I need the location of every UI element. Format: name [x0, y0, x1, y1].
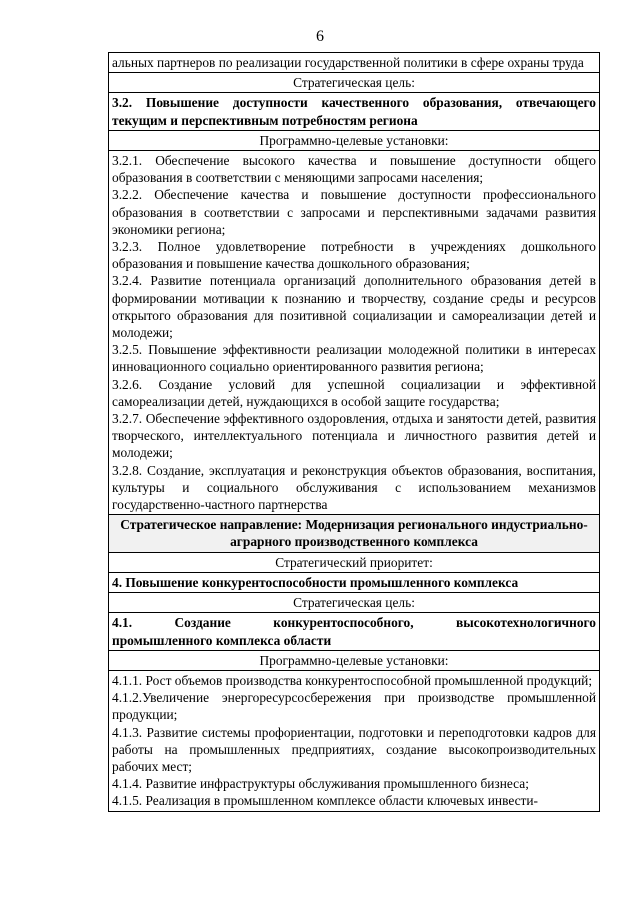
goal-title-2-word-1: Создание — [174, 615, 231, 631]
target-item-3-2-4: 3.2.4. Развитие потенциала организаций дополнительного образования детей в формировании мотивации к познанию и творчеству, создание среды и ресурсов открытого образования для позитивной социализации и самореализации детей и молодежи; — [112, 273, 596, 341]
target-item-3-2-2: 3.2.2. Обеспечение качества и повышение доступности профессионального образования в соответствии с запросами и перспективными задачами развития экономики региона; — [112, 187, 596, 237]
target-item-4-1-5: 4.1.5. Реализация в промышленном комплексе области ключевых инвести- — [112, 793, 539, 809]
target-item-3-2-5: 3.2.5. Повышение эффективности реализации молодежной политики в интересах инновационного социально ориентированного развития региона; — [112, 342, 596, 375]
target-item-4-1-3: 4.1.3. Развитие системы профориентации, подготовки и переподготовки кадров для работы на промышленных предприятиях, создание высокопроизводительных рабочих мест; — [112, 724, 596, 774]
target-item-3-2-8: 3.2.8. Создание, эксплуатация и реконструкция объектов образования, воспитания, культуры и социального обслуживания с использованием механизмов государственно-частного партнерства — [112, 462, 596, 513]
goal-title-2-word-2: конкурентоспособного, — [273, 615, 414, 631]
priority-title: 4. Повышение конкурентоспособности промышленного комплекса — [109, 573, 599, 593]
target-item-3-2-6: 3.2.6. Создание условий для успешной социализации и эффективной самореализации детей, нуждающихся в особой защите государства; — [112, 376, 596, 409]
direction-title: Стратегическое направление: Модернизация регионального индустриально-аграрного производственного комплекса — [109, 515, 599, 552]
goal-label-2: Стратегическая цель: — [109, 593, 599, 613]
goal-title-2-first-line — [112, 614, 596, 631]
target-item-3-2-1: 3.2.1. Обеспечение высокого качества и повышение доступности общего образования в соответствии с меняющими запросами населения; — [112, 153, 596, 186]
goal-title-1: 3.2. Повышение доступности качественного образования, отвечающего текущим и перспективным потребностям региона — [109, 93, 599, 130]
targets-label-1: Программно-целевые установки: — [109, 131, 599, 151]
strategy-table — [108, 52, 600, 812]
target-item-3-2-3: 3.2.3. Полное удовлетворение потребности в учреждениях дошкольного образования и повышение качества дошкольного образования; — [112, 239, 596, 272]
priority-label: Стратегический приоритет: — [109, 553, 599, 573]
table-row-continuation: альных партнеров по реализации государственной политики в сфере охраны труда — [109, 53, 599, 73]
targets-label-2: Программно-целевые установки: — [109, 651, 599, 671]
targets-list-1 — [109, 151, 599, 515]
goal-title-2-number: 4.1. — [112, 615, 133, 631]
targets-list-2 — [109, 671, 599, 812]
goal-label-1: Стратегическая цель: — [109, 73, 599, 93]
goal-title-2 — [109, 613, 599, 650]
goal-title-2-word-3: высокотехнологичного — [455, 615, 596, 631]
target-item-4-1-4: 4.1.4. Развитие инфраструктуры обслуживания промышленного бизнеса; — [112, 776, 529, 792]
target-item-3-2-7: 3.2.7. Обеспечение эффективного оздоровления, отдыха и занятости детей, развития творческого, интеллектуального потенциала и личностного развития детей и молодежи; — [112, 411, 596, 461]
target-item-4-1-2: 4.1.2.Увеличение энергоресурсосбережения при производстве промышленной продукции; — [112, 690, 596, 723]
page-number: 6 — [316, 28, 324, 45]
goal-title-2-rest: промышленного комплекса области — [112, 632, 332, 648]
target-item-4-1-1: 4.1.1. Рост объемов производства конкурентоспособной промышленной продукций; — [112, 672, 593, 688]
